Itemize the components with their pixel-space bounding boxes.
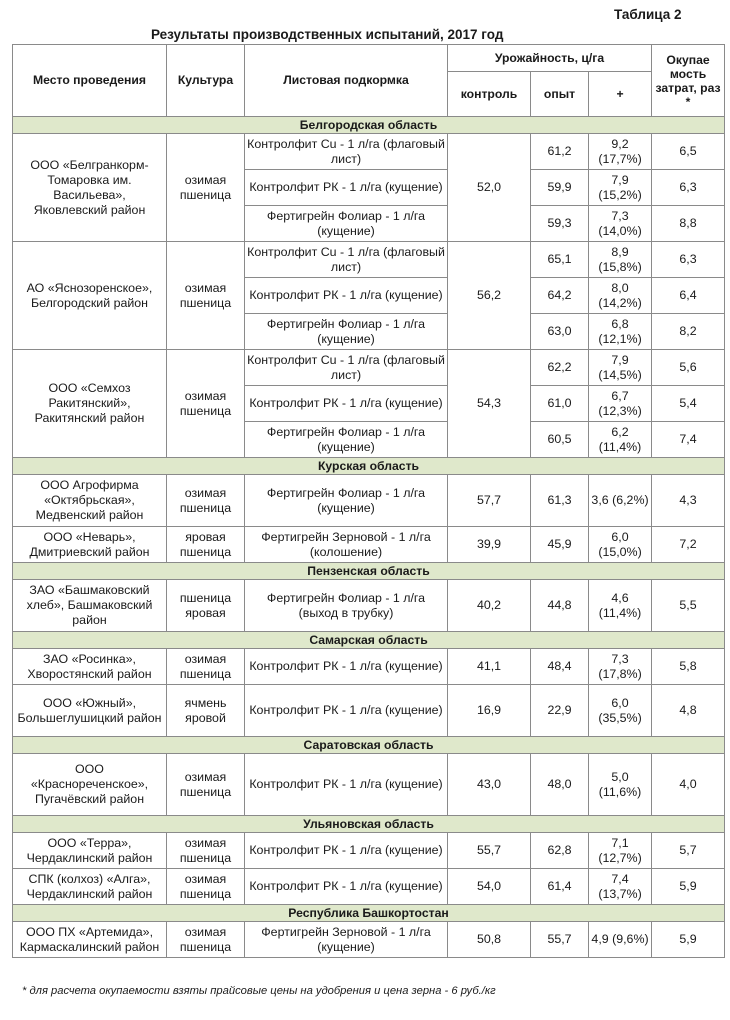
header-plus: + <box>589 72 652 117</box>
cell-crop: озимая пшеница <box>167 475 245 527</box>
cell-crop: озимая пшеница <box>167 833 245 869</box>
cell-payback: 7,2 <box>652 527 725 563</box>
cell-payback: 8,8 <box>652 206 725 242</box>
cell-crop: ячмень яровой <box>167 685 245 737</box>
region-row <box>13 632 725 649</box>
cell-plus: 6,7 (12,3%) <box>589 386 652 422</box>
cell-plus: 7,1 (12,7%) <box>589 833 652 869</box>
cell-payback: 5,5 <box>652 580 725 632</box>
cell-crop: озимая пшеница <box>167 242 245 350</box>
cell-plus: 6,2 (11,4%) <box>589 422 652 458</box>
cell-payback: 6,3 <box>652 242 725 278</box>
cell-feeding: Контролфит Cu - 1 л/га (флаговый лист) <box>245 134 448 170</box>
table-row <box>13 475 725 527</box>
cell-place: ООО «Неварь», Дмитриевский район <box>13 527 167 563</box>
cell-place: ЗАО «Башмаковский хлеб», Башмаковский район <box>13 580 167 632</box>
cell-payback: 5,6 <box>652 350 725 386</box>
cell-control: 39,9 <box>448 527 531 563</box>
cell-payback: 4,3 <box>652 475 725 527</box>
cell-feeding: Контролфит РК - 1 л/га (кущение) <box>245 869 448 905</box>
region-row <box>13 816 725 833</box>
header-place: Место проведения <box>13 45 167 117</box>
cell-crop: озимая пшеница <box>167 869 245 905</box>
cell-trial: 61,2 <box>531 134 589 170</box>
table-row <box>13 649 725 685</box>
region-row <box>13 737 725 754</box>
cell-feeding: Контролфит РК - 1 л/га (кущение) <box>245 278 448 314</box>
cell-control: 41,1 <box>448 649 531 685</box>
region-row <box>13 117 725 134</box>
cell-feeding: Контролфит РК - 1 л/га (кущение) <box>245 833 448 869</box>
table-row <box>13 685 725 737</box>
cell-payback: 5,7 <box>652 833 725 869</box>
cell-trial: 62,8 <box>531 833 589 869</box>
cell-crop: пшеница яровая <box>167 580 245 632</box>
cell-control: 50,8 <box>448 922 531 958</box>
cell-place: ООО «Семхоз Ракитянский», Ракитянский район <box>13 350 167 458</box>
cell-control: 55,7 <box>448 833 531 869</box>
region-row <box>13 563 725 580</box>
header-yield: Урожайность, ц/га <box>448 45 652 72</box>
cell-crop: озимая пшеница <box>167 649 245 685</box>
cell-plus: 6,8 (12,1%) <box>589 314 652 350</box>
table-row <box>13 242 725 278</box>
cell-control: 56,2 <box>448 242 531 350</box>
cell-feeding: Контролфит РК - 1 л/га (кущение) <box>245 649 448 685</box>
cell-feeding: Фертигрейн Фолиар - 1 л/га (выход в трубку) <box>245 580 448 632</box>
cell-crop: озимая пшеница <box>167 134 245 242</box>
cell-plus: 6,0 (35,5%) <box>589 685 652 737</box>
cell-place: ООО «Белгранкорм-Томаровка им. Васильева», Яковлевский район <box>13 134 167 242</box>
table-row <box>13 527 725 563</box>
cell-feeding: Фертигрейн Фолиар - 1 л/га (кущение) <box>245 206 448 242</box>
cell-trial: 45,9 <box>531 527 589 563</box>
region-name: Саратовская область <box>13 737 725 754</box>
results-table <box>12 44 725 958</box>
cell-feeding: Фертигрейн Зерновой - 1 л/га (кущение) <box>245 922 448 958</box>
cell-control: 54,3 <box>448 350 531 458</box>
cell-trial: 44,8 <box>531 580 589 632</box>
region-name: Республика Башкортостан <box>13 905 725 922</box>
table-row <box>13 869 725 905</box>
cell-place: ЗАО «Росинка», Хворостянский район <box>13 649 167 685</box>
table-row <box>13 134 725 170</box>
cell-trial: 48,4 <box>531 649 589 685</box>
cell-payback: 5,9 <box>652 922 725 958</box>
region-name: Пензенская область <box>13 563 725 580</box>
cell-feeding: Контролфит РК - 1 л/га (кущение) <box>245 386 448 422</box>
cell-payback: 7,4 <box>652 422 725 458</box>
footnote: * для расчета окупаемости взяты прайсовые цены на удобрения и цена зерна - 6 руб./кг <box>22 985 496 997</box>
header-crop: Культура <box>167 45 245 117</box>
cell-plus: 9,2 (17,7%) <box>589 134 652 170</box>
cell-plus: 7,3 (17,8%) <box>589 649 652 685</box>
cell-payback: 5,8 <box>652 649 725 685</box>
cell-payback: 4,8 <box>652 685 725 737</box>
cell-plus: 8,9 (15,8%) <box>589 242 652 278</box>
cell-feeding: Контролфит Cu - 1 л/га (флаговый лист) <box>245 350 448 386</box>
table-row <box>13 350 725 386</box>
cell-place: ООО Агрофирма «Октябрьская», Медвенский район <box>13 475 167 527</box>
cell-trial: 64,2 <box>531 278 589 314</box>
cell-feeding: Контролфит РК - 1 л/га (кущение) <box>245 754 448 816</box>
cell-control: 16,9 <box>448 685 531 737</box>
cell-plus: 6,0 (15,0%) <box>589 527 652 563</box>
cell-plus: 5,0 (11,6%) <box>589 754 652 816</box>
cell-trial: 55,7 <box>531 922 589 958</box>
cell-trial: 60,5 <box>531 422 589 458</box>
header-trial: опыт <box>531 72 589 117</box>
cell-payback: 4,0 <box>652 754 725 816</box>
table-row <box>13 922 725 958</box>
cell-place: ООО «Южный», Большеглушицкий район <box>13 685 167 737</box>
cell-place: АО «Яснозоренское», Белгородский район <box>13 242 167 350</box>
cell-crop: озимая пшеница <box>167 754 245 816</box>
cell-plus: 8,0 (14,2%) <box>589 278 652 314</box>
header-feeding: Листовая подкормка <box>245 45 448 117</box>
cell-feeding: Контролфит Cu - 1 л/га (флаговый лист) <box>245 242 448 278</box>
region-name: Белгородская область <box>13 117 725 134</box>
cell-trial: 65,1 <box>531 242 589 278</box>
cell-payback: 6,5 <box>652 134 725 170</box>
table-row <box>13 580 725 632</box>
cell-crop: яровая пшеница <box>167 527 245 563</box>
cell-control: 52,0 <box>448 134 531 242</box>
cell-trial: 61,0 <box>531 386 589 422</box>
cell-plus: 7,3 (14,0%) <box>589 206 652 242</box>
cell-payback: 6,4 <box>652 278 725 314</box>
cell-plus: 7,9 (15,2%) <box>589 170 652 206</box>
cell-feeding: Фертигрейн Фолиар - 1 л/га (кущение) <box>245 314 448 350</box>
cell-control: 57,7 <box>448 475 531 527</box>
region-name: Курская область <box>13 458 725 475</box>
cell-crop: озимая пшеница <box>167 922 245 958</box>
region-row <box>13 458 725 475</box>
cell-trial: 62,2 <box>531 350 589 386</box>
cell-feeding: Фертигрейн Фолиар - 1 л/га (кущение) <box>245 475 448 527</box>
cell-payback: 6,3 <box>652 170 725 206</box>
table-number: Таблица 2 <box>614 7 682 22</box>
cell-plus: 4,6 (11,4%) <box>589 580 652 632</box>
header-payback: Окупае мость затрат, раз * <box>652 45 725 117</box>
cell-trial: 63,0 <box>531 314 589 350</box>
cell-place: ООО «Терра», Чердаклинский район <box>13 833 167 869</box>
table-row <box>13 833 725 869</box>
cell-trial: 59,9 <box>531 170 589 206</box>
cell-plus: 7,4 (13,7%) <box>589 869 652 905</box>
cell-control: 40,2 <box>448 580 531 632</box>
cell-place: ООО «Краснореченское», Пугачёвский район <box>13 754 167 816</box>
cell-trial: 61,3 <box>531 475 589 527</box>
region-row <box>13 905 725 922</box>
cell-trial: 59,3 <box>531 206 589 242</box>
cell-control: 43,0 <box>448 754 531 816</box>
cell-place: ООО ПХ «Артемида», Кармаскалинский район <box>13 922 167 958</box>
cell-feeding: Фертигрейн Фолиар - 1 л/га (кущение) <box>245 422 448 458</box>
header-control: контроль <box>448 72 531 117</box>
cell-payback: 5,9 <box>652 869 725 905</box>
cell-trial: 61,4 <box>531 869 589 905</box>
cell-place: СПК (колхоз) «Алга», Чердаклинский район <box>13 869 167 905</box>
table-row <box>13 754 725 816</box>
cell-feeding: Контролфит РК - 1 л/га (кущение) <box>245 685 448 737</box>
cell-trial: 22,9 <box>531 685 589 737</box>
cell-payback: 5,4 <box>652 386 725 422</box>
cell-feeding: Фертигрейн Зерновой - 1 л/га (колошение) <box>245 527 448 563</box>
cell-trial: 48,0 <box>531 754 589 816</box>
region-name: Ульяновская область <box>13 816 725 833</box>
cell-control: 54,0 <box>448 869 531 905</box>
cell-plus: 4,9 (9,6%) <box>589 922 652 958</box>
table-body <box>13 117 725 958</box>
cell-crop: озимая пшеница <box>167 350 245 458</box>
cell-plus: 3,6 (6,2%) <box>589 475 652 527</box>
cell-feeding: Контролфит РК - 1 л/га (кущение) <box>245 170 448 206</box>
cell-plus: 7,9 (14,5%) <box>589 350 652 386</box>
cell-payback: 8,2 <box>652 314 725 350</box>
table-title: Результаты производственных испытаний, 2017 год <box>151 27 504 42</box>
region-name: Самарская область <box>13 632 725 649</box>
